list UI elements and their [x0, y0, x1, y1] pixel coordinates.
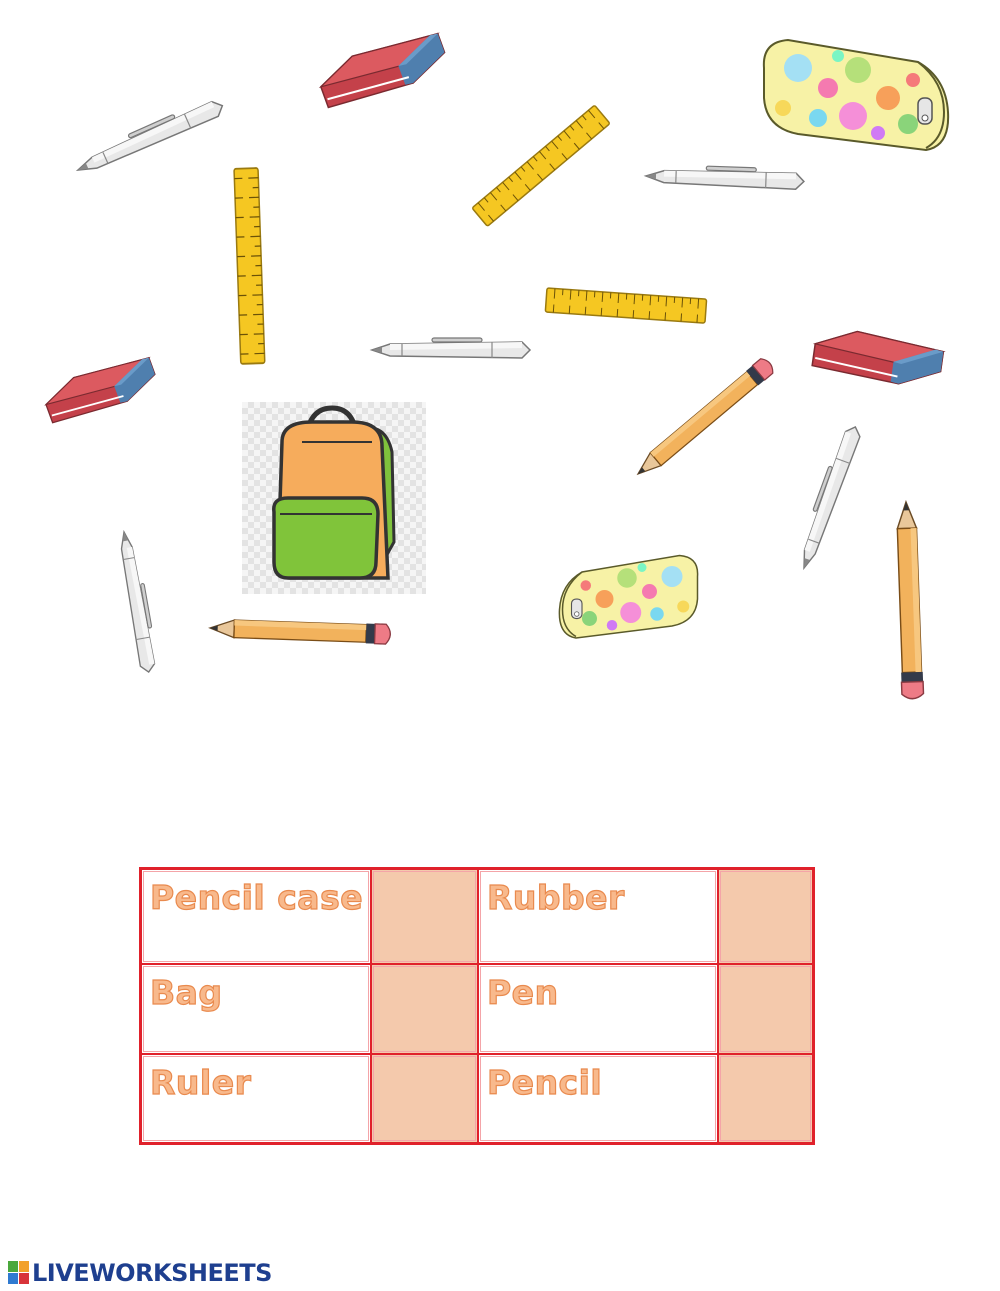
liveworksheets-logo[interactable] — [8, 1258, 272, 1288]
pencil-icon — [880, 498, 930, 698]
label-cell-rubber — [478, 869, 718, 964]
label-text: Pencil — [487, 1063, 603, 1102]
answer-drop-zone-pencil[interactable] — [718, 1054, 813, 1143]
answer-drop-zone-bag[interactable] — [371, 964, 478, 1054]
pencil-icon — [632, 332, 782, 482]
pen-icon — [790, 420, 870, 580]
ruler-icon — [462, 80, 612, 220]
pencil-icon — [208, 612, 390, 652]
ruler-icon — [232, 160, 292, 370]
pencil-case-icon — [752, 36, 957, 161]
pen-icon — [70, 100, 230, 180]
answer-table — [139, 867, 815, 1145]
answer-drop-zone-pen[interactable] — [718, 964, 813, 1054]
answer-drop-zone-ruler[interactable] — [371, 1054, 478, 1143]
rubber-icon — [818, 322, 948, 382]
label-cell-ruler — [141, 1054, 371, 1143]
logo-text: LIVEWORKSHEETS — [32, 1259, 272, 1287]
answer-drop-zone-rubber[interactable] — [718, 869, 813, 964]
pen-icon — [368, 332, 536, 372]
label-cell-pen — [478, 964, 718, 1054]
label-text: Pencil case — [150, 878, 364, 917]
pencil-case-icon — [552, 552, 707, 647]
label-text: Rubber — [487, 878, 625, 917]
live-badge-icon — [8, 1261, 30, 1285]
ruler-icon — [545, 282, 715, 332]
pen-icon — [640, 160, 800, 200]
label-text: Bag — [150, 973, 223, 1012]
label-text: Pen — [487, 973, 559, 1012]
label-cell-pencil-case — [141, 869, 371, 964]
label-text: Ruler — [150, 1063, 252, 1102]
label-cell-bag — [141, 964, 371, 1054]
pen-icon — [112, 528, 162, 678]
bag-icon — [242, 402, 426, 594]
rubber-icon — [314, 38, 454, 138]
answer-drop-zone-pencil-case[interactable] — [371, 869, 478, 964]
label-cell-pencil — [478, 1054, 718, 1143]
rubber-icon — [40, 360, 160, 450]
